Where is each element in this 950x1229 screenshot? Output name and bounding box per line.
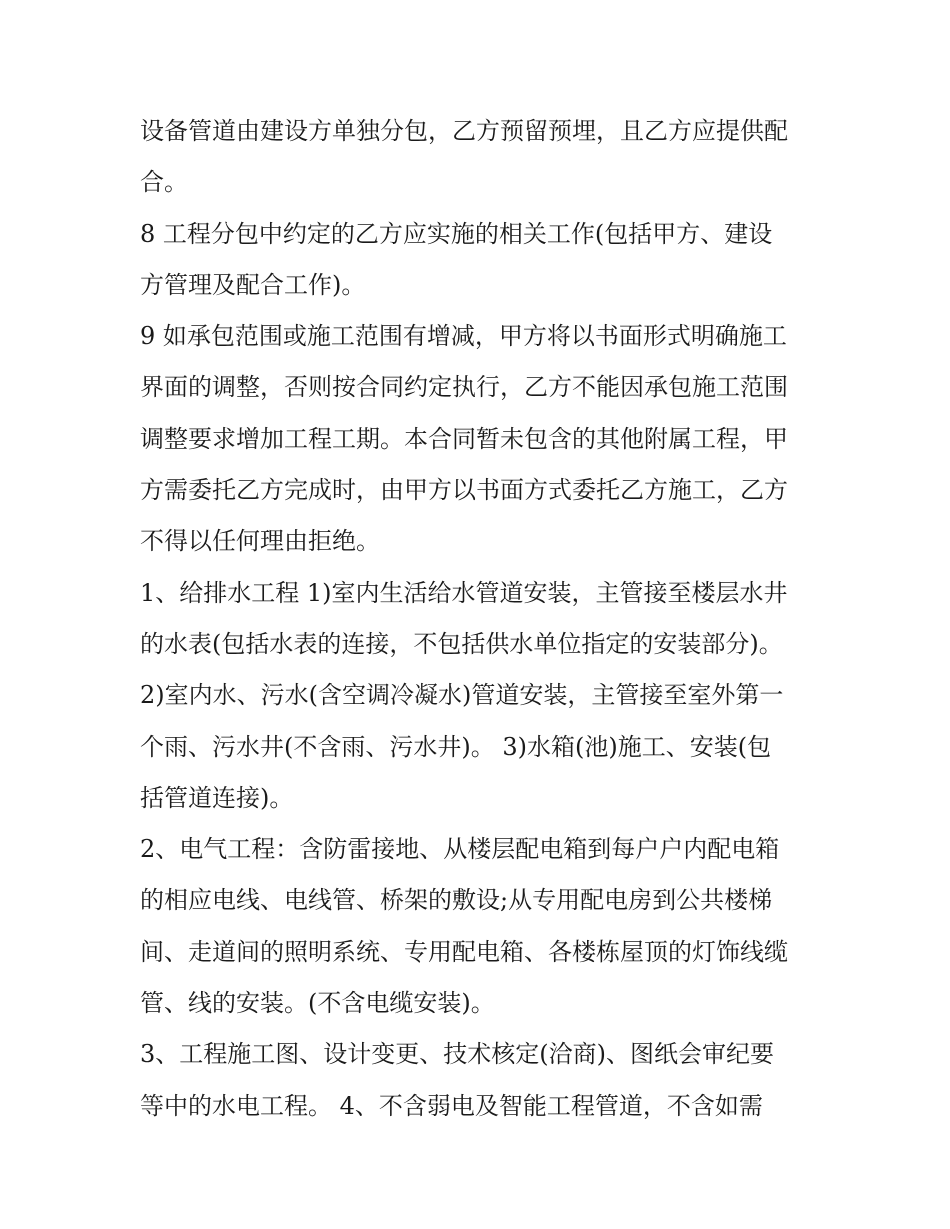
text-line: 3、工程施工图、设计变更、技术核定(洽商)、图纸会审纪要 — [140, 1040, 774, 1069]
text-line: 2)室内水、污水(含空调冷凝水)管道安装，主管接至室外第一 — [140, 681, 784, 710]
text-line: 方管理及配合工作)。 — [140, 270, 366, 299]
text-line: 调整要求增加工程工期。本合同暂未包含的其他附属工程，甲 — [140, 424, 788, 453]
text-line: 管、线的安装。(不含电缆安装)。 — [140, 989, 495, 1018]
text-line: 方需委托乙方完成时，由甲方以书面方式委托乙方施工，乙方 — [140, 476, 788, 505]
text-line: 的水表(包括水表的连接，不包括供水单位指定的安装部分)。 — [140, 629, 783, 658]
text-line: 个雨、污水井(不含雨、污水井)。 3)水箱(池)施工、安装(包 — [140, 732, 772, 761]
text-line: 间、走道间的照明系统、专用配电箱、各楼栋屋顶的灯饰线缆 — [140, 937, 788, 966]
text-line: 界面的调整，否则按合同约定执行，乙方不能因承包施工范围 — [140, 373, 788, 402]
text-line: 的相应电线、电线管、桥架的敷设;从专用配电房到公共楼梯 — [140, 886, 773, 915]
text-line: 设备管道由建设方单独分包，乙方预留预埋，且乙方应提供配 — [140, 117, 788, 145]
text-line: 括管道连接)。 — [140, 783, 294, 812]
text-line: 1、给排水工程 1)室内生活给水管道安装，主管接至楼层水井 — [140, 578, 788, 607]
text-line: 合。 — [140, 168, 188, 197]
text-line: 8 工程分包中约定的乙方应实施的相关工作(包括甲方、建设 — [140, 219, 773, 248]
text-line: 2、电气工程：含防雷接地、从楼层配电箱到每户户内配电箱 — [140, 835, 780, 864]
document-body — [140, 106, 820, 1132]
text-line: 等中的水电工程。 4、不含弱电及智能工程管道，不含如需 — [140, 1091, 763, 1120]
text-line: 9 如承包范围或施工范围有增减，甲方将以书面形式明确施工 — [140, 322, 787, 351]
text-line: 不得以任何理由拒绝。 — [140, 527, 380, 556]
